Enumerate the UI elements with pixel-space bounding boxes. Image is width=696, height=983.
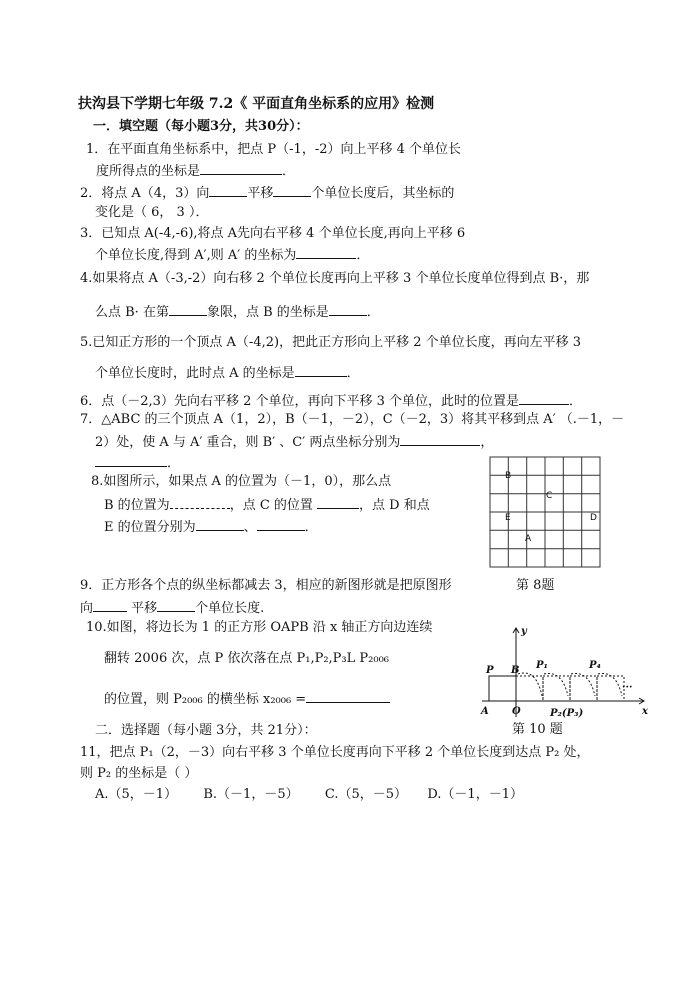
fig10-label-p2p3: P₂(P₃): [550, 708, 584, 719]
q7-line2: 2）处，使 A 与 A′ 重合，则 B′ 、C′ 两点坐标分别为 ，: [95, 435, 494, 450]
answer-blank[interactable]: [257, 518, 305, 531]
q3-line2: 个单位长度,得到 A′,则 A′ 的坐标为 ．: [95, 248, 370, 263]
figure-10-caption: 第 10 题: [512, 722, 563, 737]
answer-blank[interactable]: [196, 518, 244, 531]
fig10-y-label: y: [521, 626, 527, 637]
fig10-ellipsis: ···: [622, 682, 633, 693]
fig8-label-e: E: [505, 513, 511, 523]
q5-line1: 5.已知正方形的一个顶点 A（-4,2)，把此正方形向上平移 2 个单位长度，再向左平移 3: [80, 335, 582, 350]
answer-blank[interactable]: [317, 496, 359, 509]
section-1-heading: 一．填空题（每小题3分，共30分）：: [93, 119, 309, 134]
q8-line1: 8.如图所示，如果点 A 的位置为（－1，0），那么点: [91, 474, 392, 489]
figure-8-caption: 第 8题: [516, 578, 555, 593]
q9-line1: 9．正方形各个点的纵坐标都减去 3，相应的新图形就是把原图形: [80, 578, 452, 593]
answer-blank[interactable]: [209, 184, 247, 197]
q11-options: [95, 787, 523, 803]
section-2-heading: 二．选择题（每小题 3分，共 21分）：: [95, 723, 317, 738]
q10-line2: 翻转 2006 次，点 P 依次落在点 P₁,P₂,P₃L P₂₀₀₆: [104, 651, 389, 666]
page-title: 扶沟县下学期七年级 7.2《 平面直角坐标系的应用》检测: [78, 96, 435, 112]
fig10-label-o: O: [512, 706, 521, 717]
q4-line2: 么点 B· 在第 象限，点 B 的坐标是 ．: [95, 305, 380, 320]
answer-blank[interactable]: [295, 364, 347, 377]
fig10-x-label: x: [642, 706, 648, 717]
q2-line2: 变化是（ 6， 3 ）．: [95, 205, 209, 220]
option-d[interactable]: D.（－1，－1）: [427, 787, 523, 802]
q7-line1: 7．△ABC 的三个顶点 A（1，2），B（－1，－2），C（－2，3）将其平移到点 A′ （.－1，－: [80, 412, 625, 427]
answer-blank[interactable]: [200, 162, 282, 175]
option-c[interactable]: C.（5，－5）: [324, 787, 408, 802]
q1-line1: 1．在平面直角坐标系中，把点 P（-1，-2）向上平移 4 个单位长: [86, 142, 462, 157]
answer-blank[interactable]: [296, 246, 356, 259]
q3-line1: 3．已知点 A(-4,-6),将点 A先向右平移 4 个单位长度,再向上平移 6: [80, 226, 466, 241]
answer-blank[interactable]: [273, 184, 311, 197]
fig8-label-d: D: [590, 513, 597, 523]
q11-line2: 则 P₂ 的坐标是（ ）: [80, 766, 198, 781]
q10-line3: 的位置，则 P₂₀₀₆ 的横坐标 x₂₀₀₆ =: [104, 690, 390, 708]
fig10-label-p: P: [486, 665, 494, 676]
figure-8-grid: [489, 456, 601, 568]
answer-blank[interactable]: [306, 690, 390, 703]
q10-line1: 10.如图，将边长为 1 的正方形 OAPB 沿 x 轴正方向边连续: [86, 620, 433, 635]
answer-blank[interactable]: [329, 303, 367, 316]
q7-line3: ．: [95, 454, 180, 472]
q2-line1: 2．将点 A（4，3）向 平移 个单位长度后，其坐标的: [80, 186, 455, 201]
q9-line2: 向 平移 个单位长度.: [80, 601, 265, 616]
answer-blank[interactable]: [519, 392, 569, 405]
q8-line2: B 的位置为 ，点 C 的位置 ，点 D 和点: [104, 498, 430, 513]
figure-10-diagram: [476, 624, 652, 719]
fig10-label-p1: P₁: [536, 660, 548, 671]
q8-line3: E 的位置分别为 、 ．: [104, 520, 318, 535]
answer-blank[interactable]: [157, 599, 195, 612]
option-a[interactable]: A.（5，－1）: [95, 787, 178, 802]
fig10-label-a: A: [481, 706, 489, 717]
answer-blank[interactable]: [170, 496, 230, 509]
fig8-label-a: A: [525, 534, 532, 544]
q5-line2: 个单位长度时，此时点 A 的坐标是 ．: [95, 366, 360, 381]
fig10-label-b: B: [511, 665, 520, 676]
option-b[interactable]: B.（－1，－5）: [203, 787, 299, 802]
q6-line: 6．点（－2,3）先向右平移 2 个单位，再向下平移 3 个单位，此时的位置是 ．: [80, 394, 583, 409]
fig8-label-b: B: [505, 471, 512, 481]
answer-blank[interactable]: [93, 599, 127, 612]
q1-line2: 度所得点的坐标是 ．: [96, 164, 296, 179]
fig10-label-p4: P₄: [589, 660, 601, 671]
answer-blank[interactable]: [400, 433, 480, 446]
fig8-label-c: C: [546, 491, 553, 501]
answer-blank[interactable]: [95, 454, 167, 467]
q11-line1: 11，把点 P₁（2，－3）向右平移 3 个单位长度再向下平移 2 个单位长度到达点 P₂ 处，: [80, 745, 590, 760]
answer-blank[interactable]: [169, 303, 207, 316]
q4-line1: 4.如果将点 A（-3,-2）向右移 2 个单位长度再向上平移 3 个单位长度单位得到点 B·，那: [80, 271, 590, 286]
